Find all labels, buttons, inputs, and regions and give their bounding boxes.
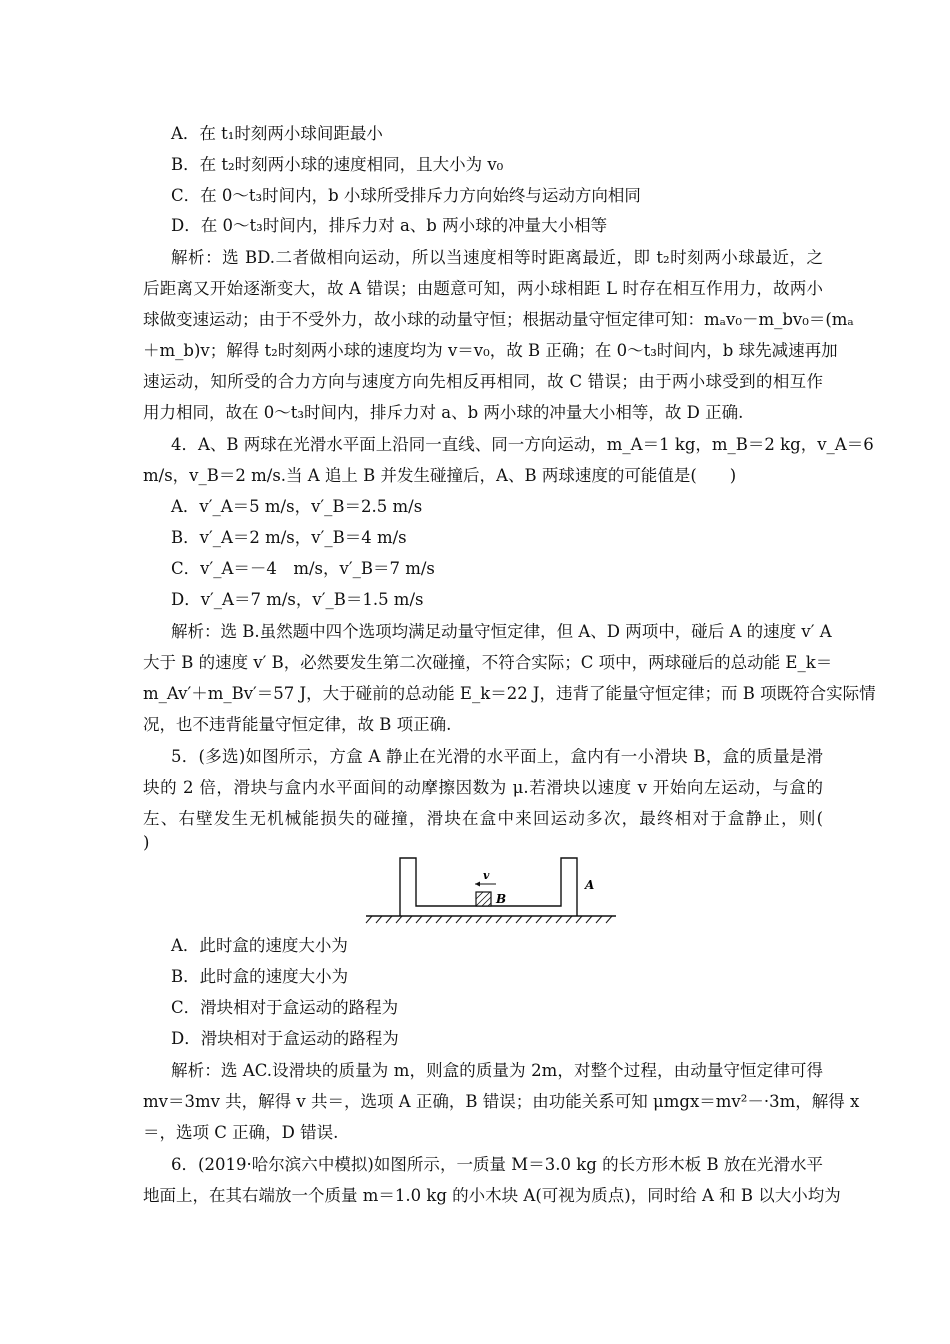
question-line: 左、右壁发生无机械能损失的碰撞，滑块在盒中来回运动多次，最终相对于盒静止，则( [143,809,823,828]
analysis-line: 解析：选 AC.设滑块的质量为 m，则盒的质量为 2m，对整个过程，由动量守恒定律可得 [171,1061,823,1080]
option-line: D．v′_A＝7 m/s，v′_B＝1.5 m/s [171,590,424,609]
option-line: B．v′_A＝2 m/s，v′_B＝4 m/s [171,528,407,547]
question-line: 5．(多选)如图所示，方盒 A 静止在光滑的水平面上，盒内有一小滑块 B，盒的质量是滑 [171,747,823,766]
option-line: D．在 0～t₃时间内，排斥力对 a、b 两小球的冲量大小相等 [171,216,608,235]
option-line: D．滑块相对于盒运动的路程为 [171,1029,399,1048]
analysis-line: 后距离又开始逐渐变大，故 A 错误；由题意可知，两小球相距 L 时存在相互作用力，故两小 [143,279,823,298]
box-label: A [585,878,595,892]
option-line: C．v′_A＝－4 m/s，v′_B＝7 m/s [171,559,435,578]
analysis-line: 速运动，知所受的合力方向与速度方向先相反再相同，故 C 错误；由于两小球受到的相互作 [143,372,823,391]
velocity-label: v [483,869,490,882]
analysis-line: 况，也不违背能量守恒定律，故 B 项正确. [143,715,452,734]
analysis-line: ＝，选项 C 正确，D 错误. [143,1123,339,1142]
question-line: m/s，v_B＝2 m/s.当 A 追上 B 并发生碰撞后，A、B 两球速度的可能值是( ) [143,466,737,485]
option-line: A．v′_A＝5 m/s，v′_B＝2.5 m/s [171,497,423,516]
analysis-line: ＋m_b)v；解得 t₂时刻两小球的速度均为 v＝v₀，故 B 正确；在 0～t₃时间内，b 球先减速再加 [143,341,838,360]
option-line: B．在 t₂时刻两小球的速度相同，且大小为 v₀ [171,155,504,174]
question-line: 块的 2 倍，滑块与盒内水平面间的动摩擦因数为 μ.若滑块以速度 v 开始向左运动，与盒的 [143,778,823,797]
analysis-line: m_Av′＋m_Bv′＝57 J，大于碰前的总动能 E_k＝22 J，违背了能量守恒定律；而 B 项既符合实际情 [143,684,876,703]
box-a [400,858,577,916]
question-line: 4．A、B 两球在光滑水平面上沿同一直线、同一方向运动，m_A＝1 kg，m_B＝2 kg，v_A＝6 [171,435,874,454]
question-line: 6．(2019·哈尔滨六中模拟)如图所示，一质量 M＝3.0 kg 的长方形木板 B 放在光滑水平 [171,1155,823,1174]
analysis-line: 解析：选 B.虽然题中四个选项均满足动量守恒定律，但 A、D 两项中，碰后 A 的速度 v′ A [171,622,832,641]
option-line: C．在 0～t₃时间内，b 小球所受排斥力方向始终与运动方向相同 [171,186,641,205]
block-label: B [496,892,507,906]
option-line: B．此时盒的速度大小为 [171,967,349,986]
velocity-arrow-icon [475,882,496,887]
box-slider-diagram [364,852,622,932]
question-line: 地面上，在其右端放一个质量 m＝1.0 kg 的小木块 A(可视为质点)，同时给 A 和 B 以大小均为 [143,1186,841,1205]
analysis-line: mv＝3mv 共，解得 v 共＝，选项 A 正确，B 错误；由功能关系可知 μmgx＝mv²－·3m，解得 x [143,1092,860,1111]
option-line: A．在 t₁时刻两小球间距最小 [171,124,383,143]
question-line: ) [143,833,150,852]
analysis-line: 用力相同，故在 0～t₃时间内，排斥力对 a、b 两小球的冲量大小相等，故 D 正确. [143,403,744,422]
ground-hatching [366,916,612,923]
option-line: C．滑块相对于盒运动的路程为 [171,998,399,1017]
analysis-line: 解析：选 BD.二者做相向运动，所以当速度相等时距离最近，即 t₂时刻两小球最近，之 [171,248,823,267]
option-line: A．此时盒的速度大小为 [171,936,348,955]
analysis-line: 大于 B 的速度 v′ B，必然要发生第二次碰撞，不符合实际；C 项中，两球碰后的总动能 E_k＝ [143,653,833,672]
analysis-line: 球做变速运动；由于不受外力，故小球的动量守恒；根据动量守恒定律可知：mₐv₀－m_bv₀＝(mₐ [143,310,854,329]
slider-block-b [476,892,491,906]
